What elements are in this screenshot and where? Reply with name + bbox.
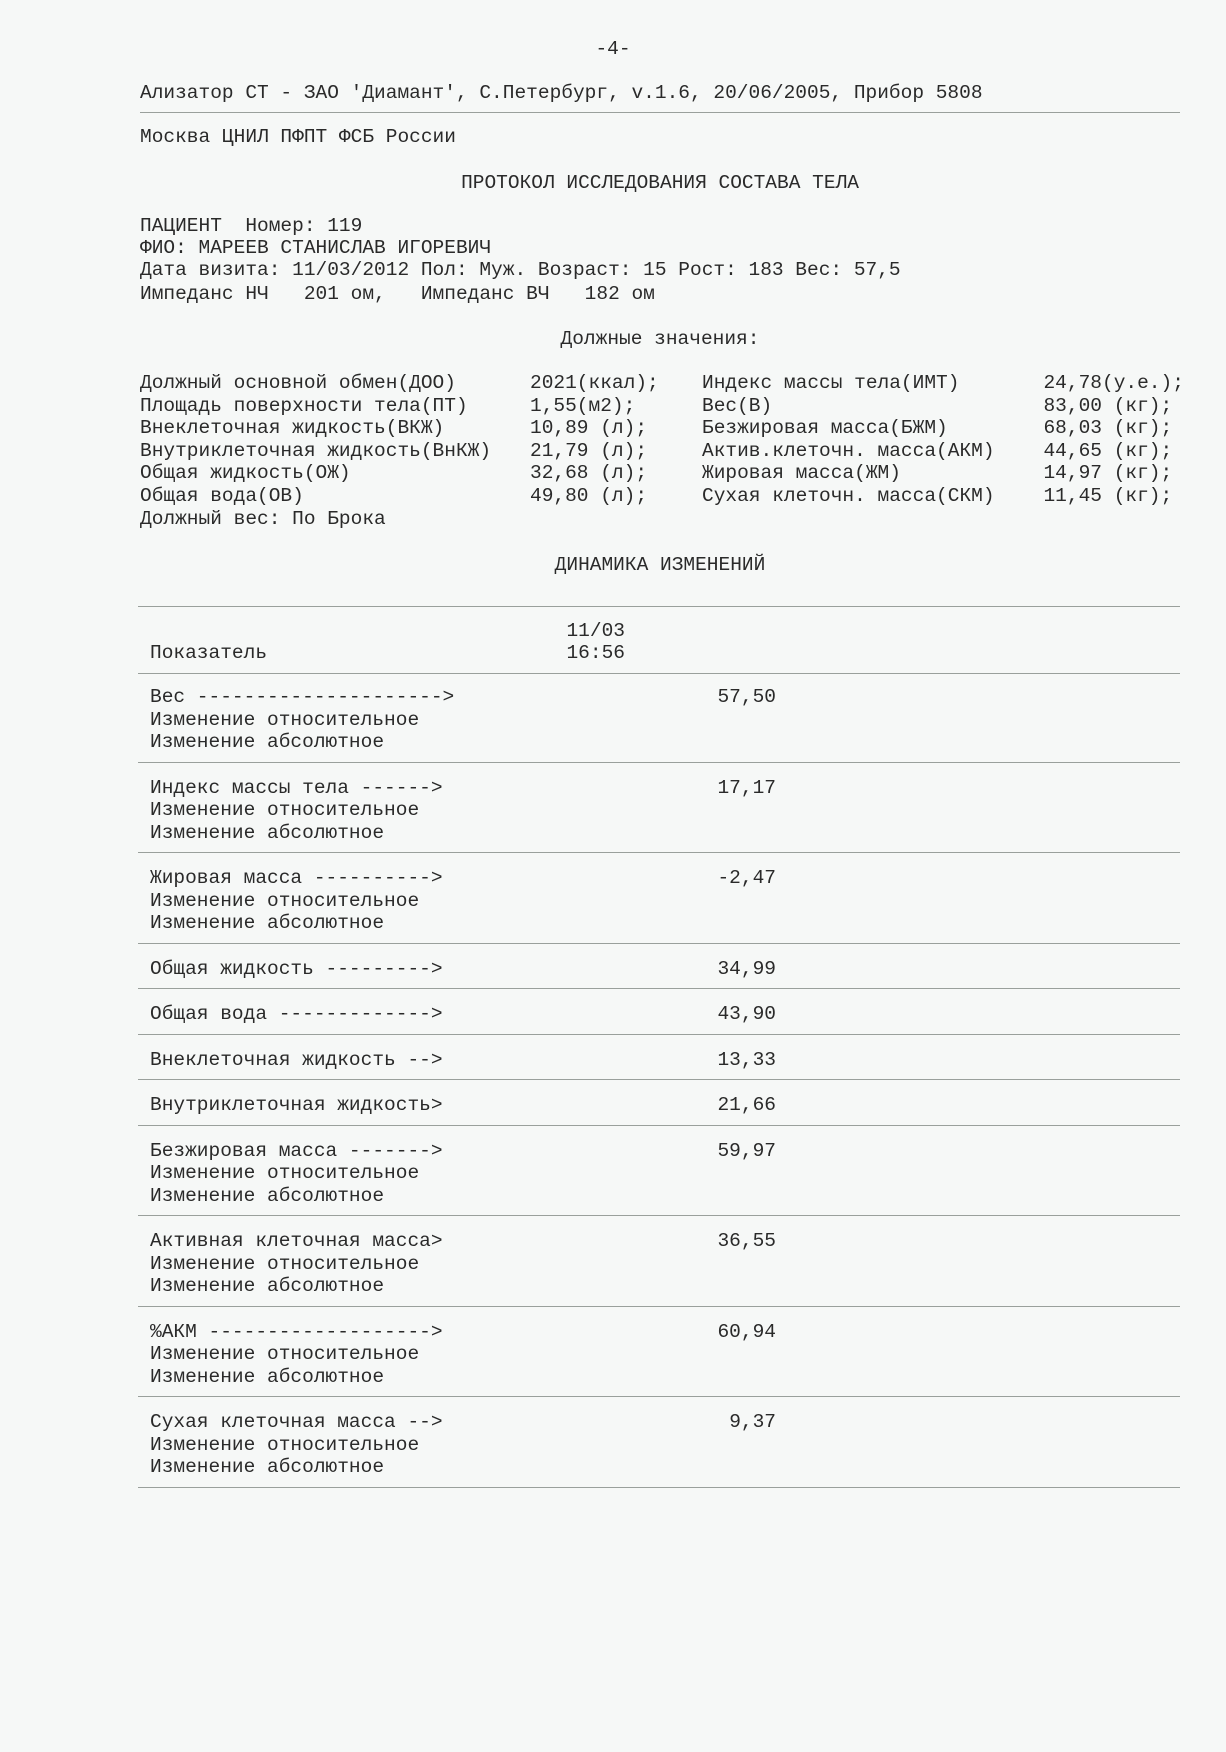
norm-right-value: 11,45: [1043, 484, 1102, 507]
visit-info: Дата визита: 11/03/2012 Пол: Муж. Возраст: 15 Рост: 183 Вес: 57,5: [140, 259, 901, 281]
due-weight: Должный вес: По Брока: [140, 508, 386, 530]
indicator-value: 13,33: [717, 1048, 776, 1071]
norm-left-name: Внеклеточная жидкость(ВКЖ): [140, 417, 445, 439]
change-absolute-label: Изменение абсолютное: [150, 1275, 385, 1297]
norm-right-name: Вес(В): [702, 394, 773, 417]
norm-left-name: Должный основной обмен(ДОО): [140, 372, 456, 394]
indicator-value: 17,17: [717, 776, 776, 799]
column-date: 11/03: [566, 620, 625, 642]
indicator-value: 21,66: [717, 1094, 776, 1116]
row-divider: [138, 1034, 1180, 1035]
row-divider: [138, 1079, 1180, 1080]
norm-right-value: 83,00: [1043, 394, 1102, 417]
indicator-value: 43,90: [717, 1003, 776, 1025]
norm-right-name: Актив.клеточн. масса(АКМ): [702, 439, 995, 462]
norm-right-unit: (кг);: [1102, 439, 1173, 462]
row-divider: [138, 988, 1180, 989]
norm-left-value: 10,89 (л);: [530, 417, 648, 439]
patient-name: ФИО: МАРЕЕВ СТАНИСЛАВ ИГОРЕВИЧ: [140, 237, 492, 259]
indicator-label: Общая вода ------------->: [150, 1003, 443, 1025]
indicator-value: 60,94: [717, 1320, 776, 1343]
change-absolute-label: Изменение абсолютное: [150, 1456, 385, 1478]
norm-right-value: 24,78: [1043, 372, 1102, 394]
change-relative-label: Изменение относительное: [150, 1162, 420, 1184]
change-relative-label: Изменение относительное: [150, 1343, 420, 1365]
norm-right-unit: (кг);: [1102, 394, 1173, 417]
indicator-label: Сухая клеточная масса -->: [150, 1411, 443, 1433]
norm-right-unit: (кг);: [1102, 484, 1173, 507]
dynamics-heading: ДИНАМИКА ИЗМЕНЕНИЙ: [554, 554, 766, 576]
device-line: Ализатор СТ - ЗАО 'Диамант', С.Петербург, v.1.6, 20/06/2005, Прибор 5808: [140, 82, 983, 104]
norm-right-unit: (кг);: [1102, 462, 1173, 484]
indicator-label: Внеклеточная жидкость -->: [150, 1048, 443, 1071]
norm-left-name: Внутриклеточная жидкость(ВнКЖ): [140, 439, 492, 462]
indicator-value: 36,55: [717, 1230, 776, 1252]
norm-left-value: 1,55(м2);: [530, 394, 636, 417]
norms-heading: Должные значения:: [560, 328, 760, 350]
indicator-value: 9,37: [729, 1411, 776, 1433]
change-absolute-label: Изменение абсолютное: [150, 821, 385, 844]
row-divider: [138, 1487, 1180, 1488]
norm-left-value: 32,68 (л);: [530, 462, 648, 484]
norm-right-unit: (у.е.);: [1102, 372, 1184, 394]
indicator-label: Безжировая масса ------->: [150, 1139, 443, 1162]
norm-right-value: 14,97: [1043, 462, 1102, 484]
patient-number: ПАЦИЕНТ Номер: 119: [140, 215, 363, 237]
change-relative-label: Изменение относительное: [150, 1433, 420, 1456]
indicator-label: Индекс массы тела ------>: [150, 776, 443, 799]
column-time: 16:56: [566, 642, 625, 664]
row-divider: [138, 1215, 1180, 1216]
norm-left-value: 49,80 (л);: [530, 484, 648, 507]
row-divider: [138, 1396, 1180, 1397]
norm-left-name: Общая жидкость(ОЖ): [140, 462, 351, 484]
norm-left-value: 2021(ккал);: [530, 372, 659, 394]
row-divider: [138, 762, 1180, 763]
page-number: -4-: [595, 38, 631, 60]
indicator-label: Внутриклеточная жидкость>: [150, 1094, 443, 1116]
indicator-label: Вес --------------------->: [150, 686, 455, 708]
norm-right-name: Безжировая масса(БЖМ): [702, 417, 948, 439]
indicator-value: 59,97: [717, 1139, 776, 1162]
norm-left-name: Площадь поверхности тела(ПТ): [140, 394, 468, 417]
norm-right-name: Жировая масса(ЖМ): [702, 462, 901, 484]
indicator-label: Активная клеточная масса>: [150, 1230, 443, 1252]
change-absolute-label: Изменение абсолютное: [150, 731, 385, 753]
impedance-info: Импеданс НЧ 201 ом, Импеданс ВЧ 182 ом: [140, 283, 655, 305]
change-relative-label: Изменение относительное: [150, 889, 420, 912]
row-divider: [138, 943, 1180, 944]
page-title: ПРОТОКОЛ ИССЛЕДОВАНИЯ СОСТАВА ТЕЛА: [461, 172, 859, 194]
change-absolute-label: Изменение абсолютное: [150, 1184, 385, 1207]
indicator-label: Общая жидкость --------->: [150, 957, 443, 980]
norm-right-unit: (кг);: [1102, 417, 1173, 439]
header-divider: [140, 112, 1180, 113]
table-top-divider: [138, 606, 1180, 607]
indicator-label: %АКМ ------------------->: [150, 1320, 443, 1343]
norm-right-name: Индекс массы тела(ИМТ): [702, 372, 960, 394]
indicator-value: -2,47: [717, 867, 776, 889]
norm-right-value: 44,65: [1043, 439, 1102, 462]
indicator-value: 57,50: [717, 686, 776, 708]
change-relative-label: Изменение относительное: [150, 1252, 420, 1275]
norm-left-name: Общая вода(ОВ): [140, 484, 304, 507]
column-header-indicator: Показатель: [150, 642, 268, 664]
change-relative-label: Изменение относительное: [150, 708, 420, 731]
institution: Москва ЦНИЛ ПФПТ ФСБ России: [140, 126, 456, 148]
norm-left-value: 21,79 (л);: [530, 439, 648, 462]
change-relative-label: Изменение относительное: [150, 799, 420, 821]
row-divider: [138, 1125, 1180, 1126]
norm-right-name: Сухая клеточн. масса(СКМ): [702, 484, 995, 507]
norm-right-value: 68,03: [1043, 417, 1102, 439]
row-divider: [138, 1306, 1180, 1307]
indicator-value: 34,99: [717, 957, 776, 980]
change-absolute-label: Изменение абсолютное: [150, 912, 385, 934]
header-row-divider: [138, 673, 1180, 674]
indicator-label: Жировая масса ---------->: [150, 867, 443, 889]
change-absolute-label: Изменение абсолютное: [150, 1365, 385, 1388]
row-divider: [138, 852, 1180, 853]
